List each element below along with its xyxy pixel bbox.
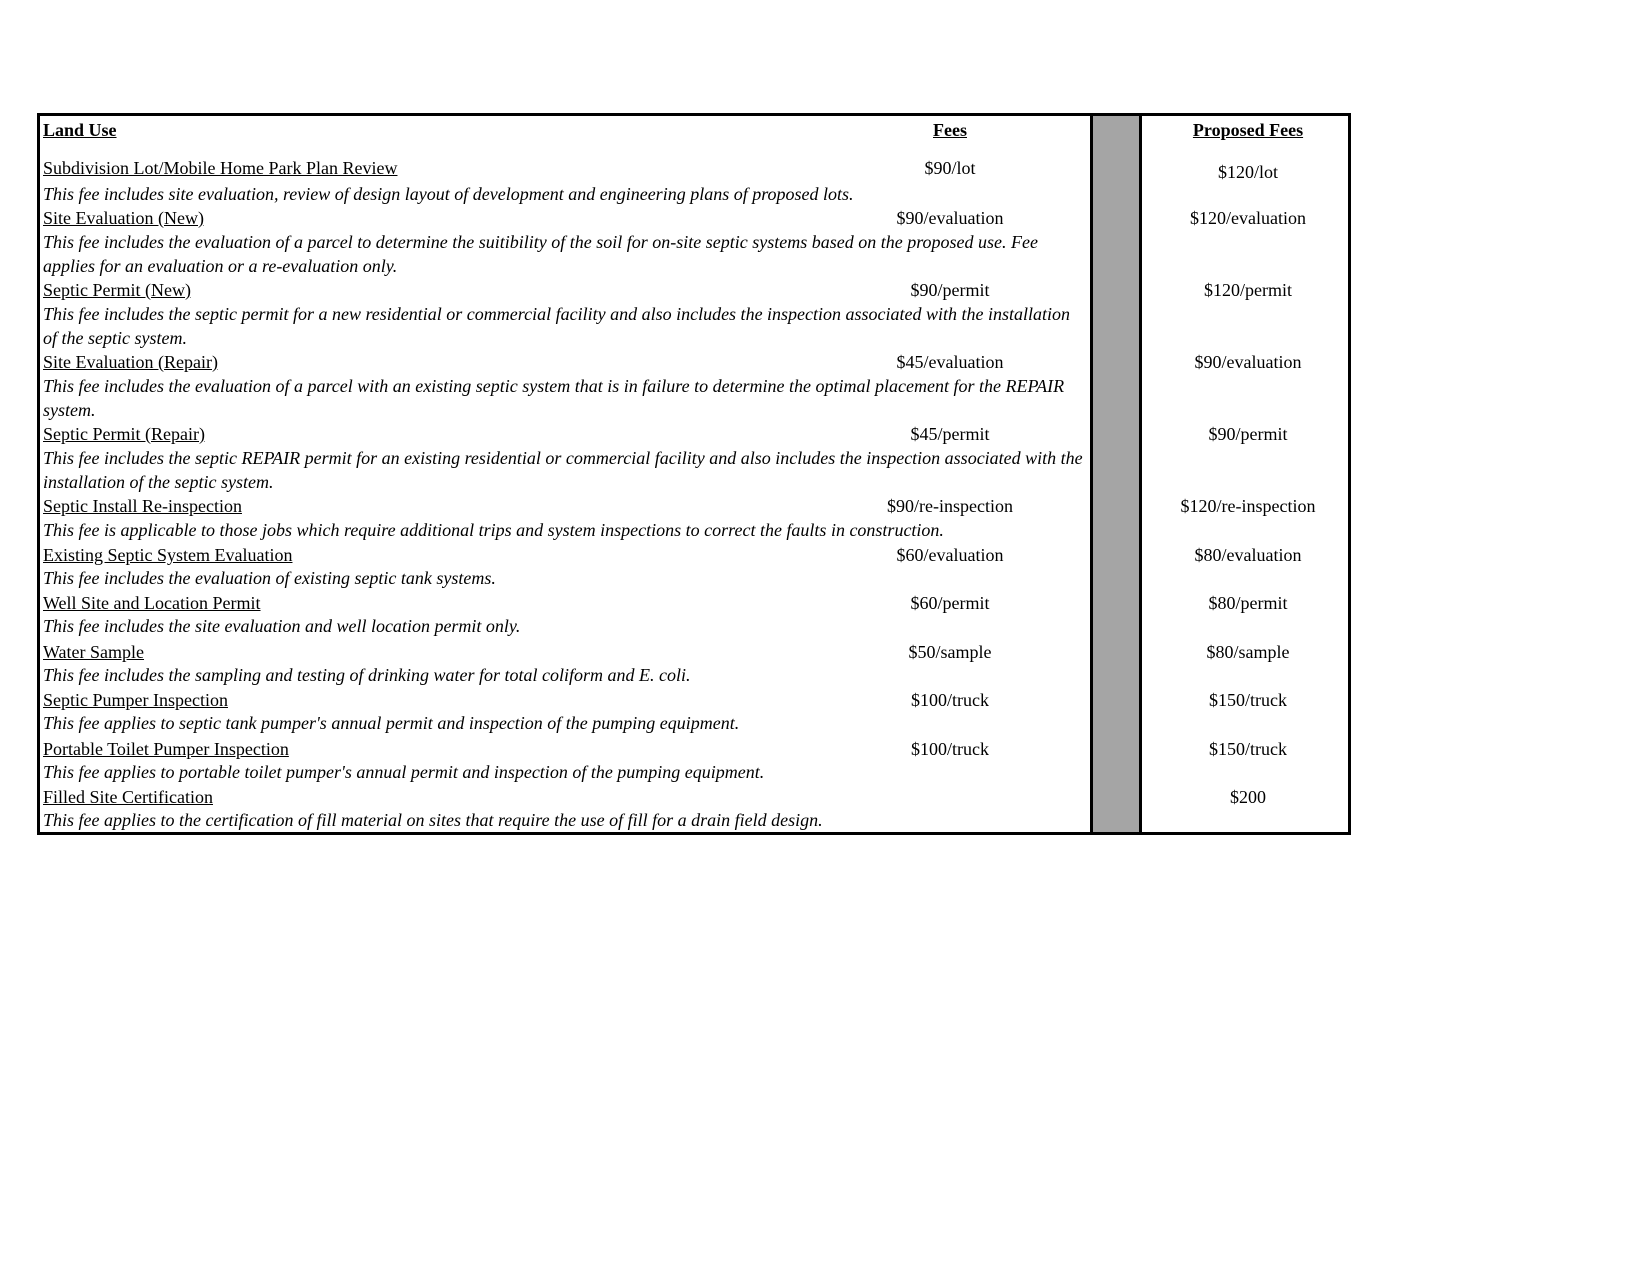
row-fee: $45/evaluation [896, 352, 1004, 372]
row-fee: $100/truck [911, 690, 989, 710]
row-name: Well Site and Location Permit [43, 593, 261, 613]
row-name: Existing Septic System Evaluation [43, 545, 293, 565]
row-description: This fee includes the septic REPAIR permit for an existing residential or commercial facility and also includes the inspection associated with the installation of the septic system. [43, 448, 1083, 492]
row-proposed-fee: $120/lot [1217, 162, 1278, 182]
row-name: Septic Permit (New) [43, 280, 191, 300]
row-description: This fee includes the evaluation of existing septic tank systems. [43, 568, 496, 588]
row-name: Site Evaluation (Repair) [43, 352, 218, 372]
row-proposed-fee: $150/truck [1209, 739, 1287, 759]
row-proposed-fee: $150/truck [1209, 690, 1287, 710]
row-proposed-fee: $80/evaluation [1194, 545, 1302, 565]
row-proposed-fee: $90/evaluation [1194, 352, 1302, 372]
row-fee: $90/evaluation [896, 208, 1004, 228]
row-description: This fee applies to the certification of fill material on sites that require the use of fill for a drain field design. [43, 810, 823, 830]
row-description: This fee includes the site evaluation and well location permit only. [43, 616, 521, 636]
row-proposed-fee: $80/sample [1206, 642, 1290, 662]
row-description: This fee applies to septic tank pumper's annual permit and inspection of the pumping equipment. [43, 713, 740, 733]
row-description: This fee includes the evaluation of a parcel with an existing septic system that is in failure to determine the optimal placement for the REPAIR system. [43, 376, 1065, 420]
row-description: This fee is applicable to those jobs which require additional trips and system inspections to correct the faults in construction. [43, 520, 944, 540]
row-proposed-fee: $120/evaluation [1190, 208, 1306, 228]
row-description: This fee includes the septic permit for a new residential or commercial facility and also includes the inspection associated with the installation of the septic system. [43, 304, 1071, 348]
row-description: This fee includes the evaluation of a parcel to determine the suitibility of the soil for on-site septic systems based on the proposed use. Fee applies for an evaluation or a re-evaluation only. [43, 232, 1038, 276]
row-proposed-fee: $80/permit [1208, 593, 1288, 613]
row-name: Filled Site Certification [43, 787, 213, 807]
row-name: Site Evaluation (New) [43, 208, 204, 228]
row-proposed-fee: $90/permit [1208, 424, 1288, 444]
row-fee: $60/evaluation [896, 545, 1004, 565]
row-fee: $60/permit [910, 593, 990, 613]
header-proposed-fees: Proposed Fees [1192, 120, 1304, 140]
row-name: Portable Toilet Pumper Inspection [43, 739, 289, 759]
row-proposed-fee: $120/re-inspection [1180, 496, 1316, 516]
header-fees: Fees [933, 120, 967, 140]
row-description: This fee includes site evaluation, review of design layout of development and engineering plans of proposed lots. [43, 184, 854, 204]
row-fee: $90/lot [924, 158, 976, 178]
row-name: Septic Permit (Repair) [43, 424, 205, 444]
row-proposed-fee: $200 [1230, 787, 1266, 807]
row-name: Subdivision Lot/Mobile Home Park Plan Review [43, 158, 398, 178]
row-fee: $90/re-inspection [887, 496, 1013, 516]
header-land-use: Land Use [43, 120, 117, 140]
row-description: This fee applies to portable toilet pumper's annual permit and inspection of the pumping equipment. [43, 762, 765, 782]
fee-table [37, 113, 1351, 835]
row-name: Septic Install Re-inspection [43, 496, 242, 516]
row-name: Septic Pumper Inspection [43, 690, 228, 710]
row-fee: $45/permit [910, 424, 990, 444]
row-fee: $50/sample [908, 642, 992, 662]
row-fee: $90/permit [910, 280, 990, 300]
row-proposed-fee: $120/permit [1204, 280, 1292, 300]
row-name: Water Sample [43, 642, 145, 662]
row-fee: $100/truck [911, 739, 989, 759]
row-description: This fee includes the sampling and testing of drinking water for total coliform and E. coli. [43, 665, 691, 685]
